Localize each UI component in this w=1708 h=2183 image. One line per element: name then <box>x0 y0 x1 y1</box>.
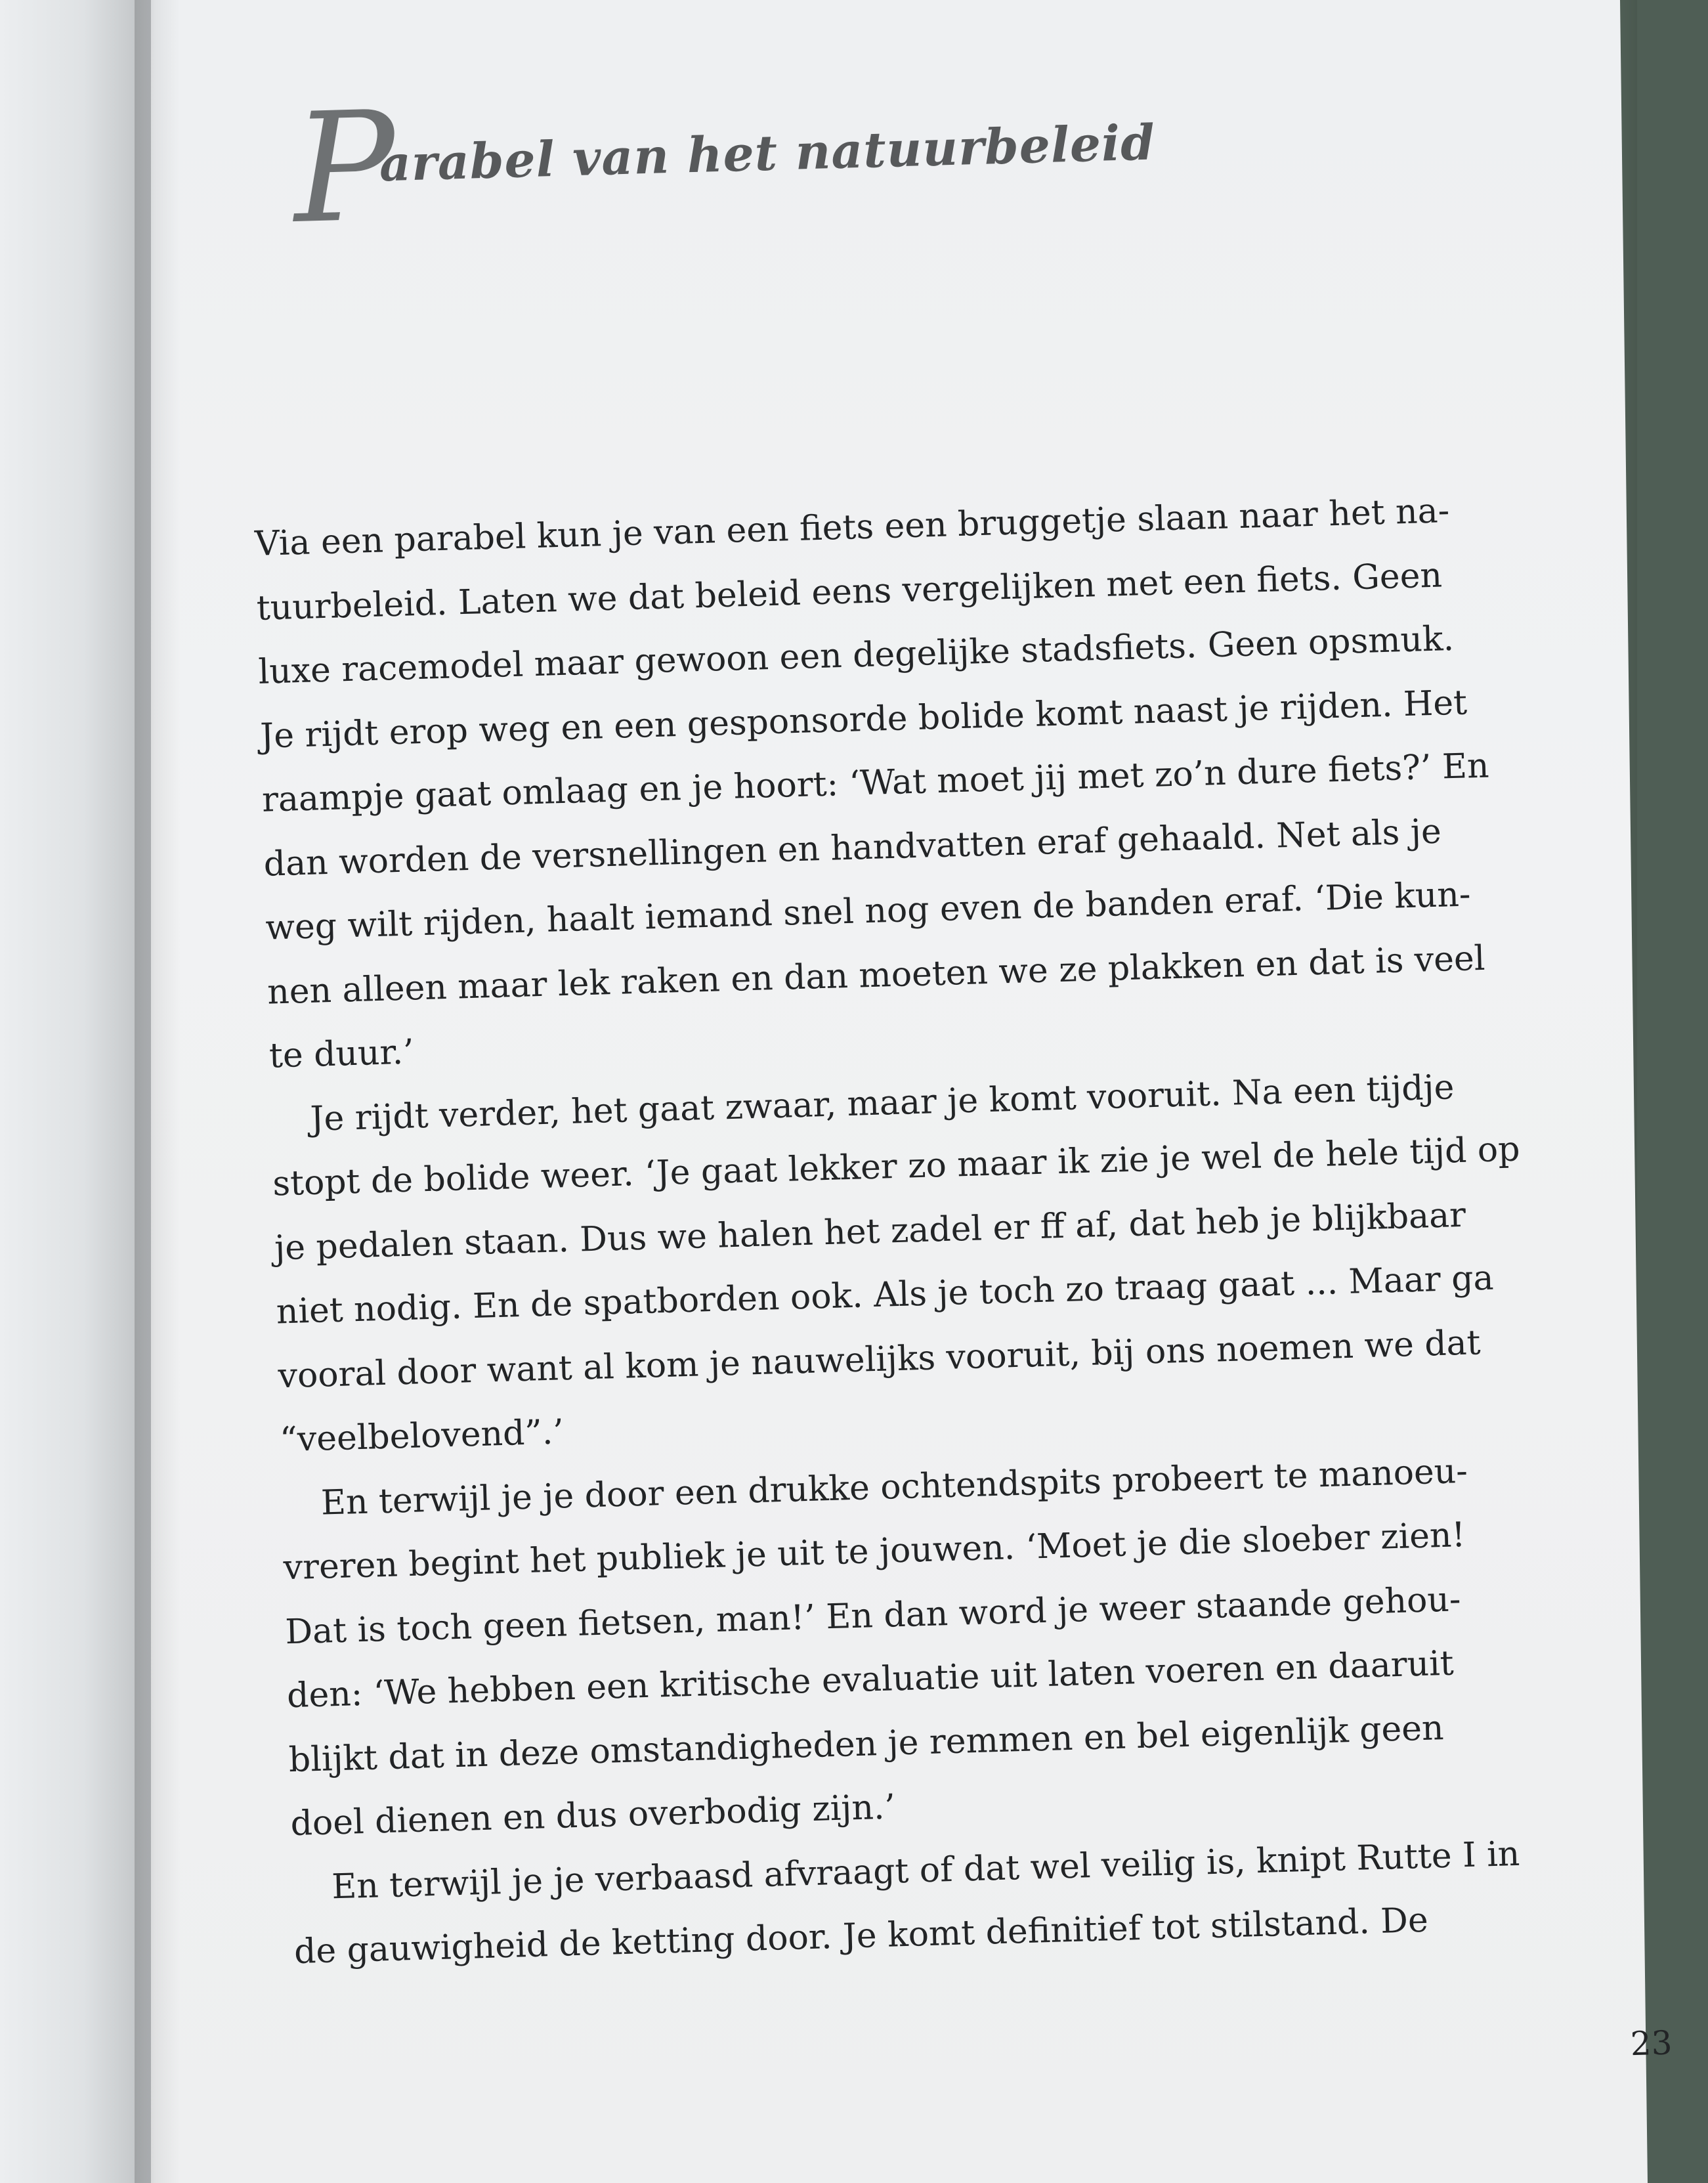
page-content <box>151 0 1708 2182</box>
page-number: 23 <box>1629 2023 1673 2064</box>
text-line: dan worden de versnellingen en handvatten eraf gehaald. Net als je <box>263 811 1442 884</box>
chapter-title <box>291 70 1157 257</box>
text-line: En terwijl je je door een drukke ochtendspits probeert te manoeu- <box>320 1451 1468 1523</box>
left-page-edge <box>0 0 151 2183</box>
text-line: raampje gaat omlaag en je hoort: ‘Wat moet jij met zo’n dure fiets?’ En <box>261 746 1490 820</box>
text-line: vreren begint het publiek je uit te jouwen. ‘Moet je die sloeber zien! <box>282 1515 1466 1588</box>
text-line: Dat is toch geen fietsen, man!’ En dan word je weer staande gehou- <box>284 1579 1462 1652</box>
text-line: “veelbelovend”.’ <box>279 1412 565 1460</box>
text-line: den: ‘We hebben een kritische evaluatie uit laten voeren en daaruit <box>286 1643 1455 1716</box>
text-line: Je rijdt erop weg en een gesponsorde bolide komt naast je rijden. Het <box>259 682 1468 756</box>
chapter-title-text: arabel van het natuurbeleid <box>378 114 1156 193</box>
text-line: nen alleen maar lek raken en dan moeten we ze plakken en dat is veel <box>267 938 1486 1012</box>
text-line: doel dienen en dus overbodig zijn.’ <box>289 1787 896 1844</box>
text-line: En terwijl je je verbaasd afvraagt of dat wel veilig is, knipt Rutte I in <box>331 1834 1521 1907</box>
text-line: weg wilt rijden, haalt iemand snel nog even de banden eraf. ‘Die kun- <box>265 875 1472 948</box>
text-line: luxe racemodel maar gewoon een degelijke stadsfiets. Geen opsmuk. <box>257 618 1455 692</box>
text-line: stopt de bolide weer. ‘Je gaat lekker zo maar ik zie je wel de hele tijd op <box>272 1129 1521 1204</box>
text-line: blijkt dat in deze omstandigheden je remmen en bel eigenlijk geen <box>288 1708 1445 1780</box>
text-line: Je rijdt verder, het gaat zwaar, maar je komt vooruit. Na een tijdje <box>309 1067 1455 1139</box>
text-line: Via een parabel kun je van een fiets een bruggetje slaan naar het na- <box>254 491 1450 564</box>
text-line: de gauwigheid de ketting door. Je komt definitief tot stilstand. De <box>293 1900 1429 1972</box>
text-line: tuurbeleid. Laten we dat beleid eens vergelijken met een fiets. Geen <box>256 555 1443 628</box>
drop-cap-initial: P <box>291 79 398 257</box>
body-text <box>254 479 1521 1985</box>
text-line: je pedalen staan. Dus we halen het zadel er ff af, dat heb je blijkbaar <box>274 1195 1466 1268</box>
text-line: niet nodig. En de spatborden ook. Als je toch zo traag gaat ... Maar ga <box>276 1258 1495 1332</box>
text-line: vooral door want al kom je nauwelijks vooruit, bij ons noemen we dat <box>277 1322 1482 1396</box>
text-line: te duur.’ <box>268 1032 415 1076</box>
